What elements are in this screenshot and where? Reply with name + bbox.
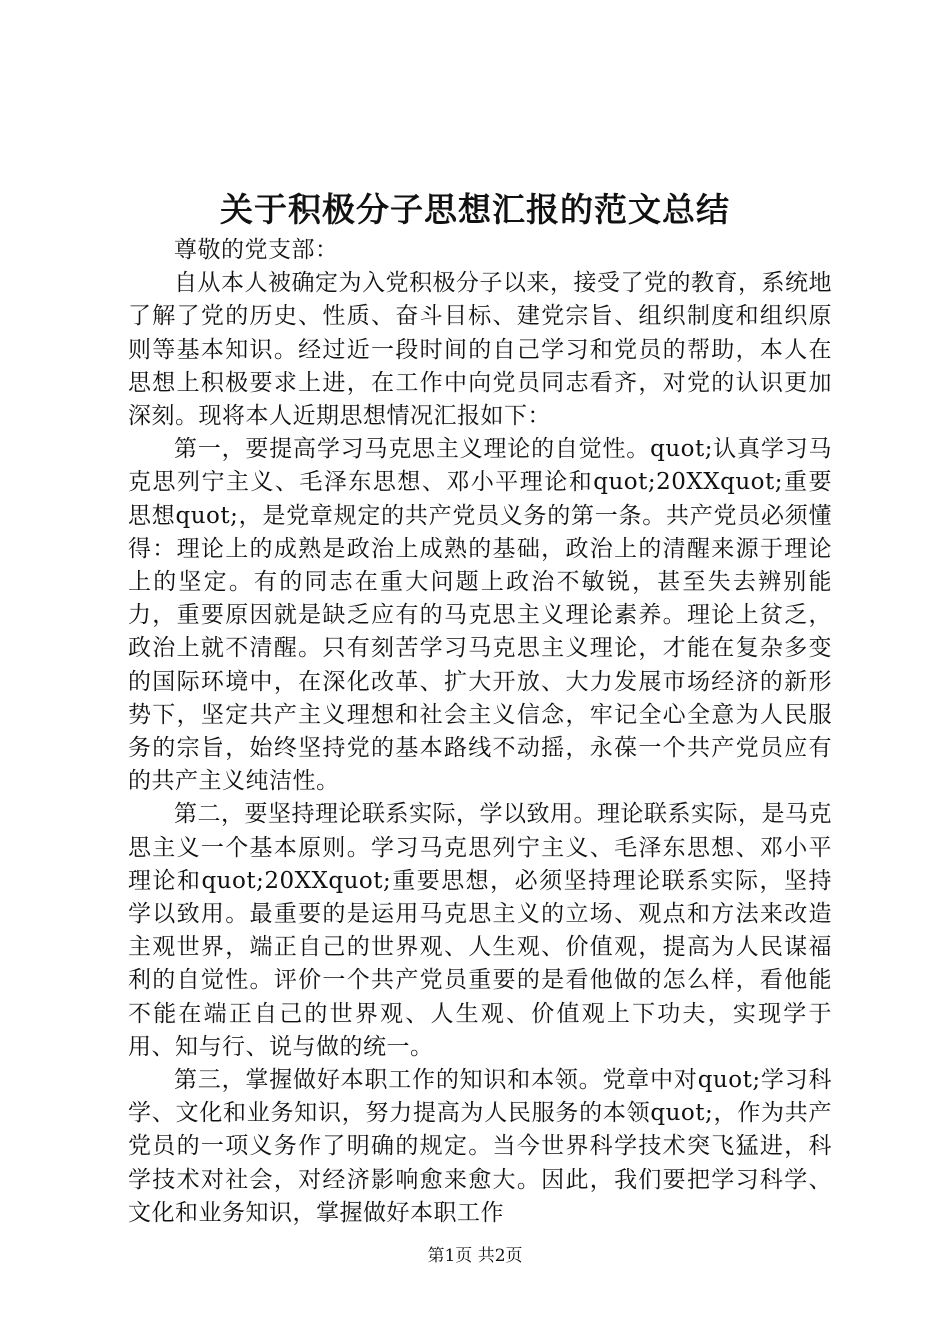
paragraph-intro: 自从本人被确定为入党积极分子以来，接受了党的教育，系统地了解了党的历史、性质、奋斗目标、建党宗旨、组织制度和组织原则等基本知识。经过近一段时间的自己学习和党员的帮助，本人在思想上积极要求上进，在工作中向党员同志看齐，对党的认识更加深刻。现将本人近期思想情况汇报如下： (128, 270, 832, 430)
greeting: 尊敬的党支部： (174, 237, 339, 263)
paragraph-third: 第三，掌握做好本职工作的知识和本领。党章中对quot;学习科学、文化和业务知识，努力提高为人民服务的本领quot;，作为共产党员的一项义务作了明确的规定。当今世界科学技术突飞猛进，科学技术对社会，对经济影响愈来愈大。因此，我们要把学习科学、文化和业务知识，掌握做好本职工作 (128, 1067, 832, 1226)
document-body (128, 234, 832, 1230)
paragraph-second: 第二，要坚持理论联系实际，学以致用。理论联系实际，是马克思主义一个基本原则。学习马克思列宁主义、毛泽东思想、邓小平理论和quot;20XXquot;重要思想，必须坚持理论联系实际，坚持学以致用。最重要的是运用马克思主义的立场、观点和方法来改造主观世界，端正自己的世界观、人生观、价值观，提高为人民谋福利的自觉性。评价一个共产党员重要的是看他做的怎么样，看他能不能在端正自己的世界观、人生观、价值观上下功夫，实现学于用、知与行、说与做的统一。 (128, 801, 832, 1060)
paragraph-first: 第一，要提高学习马克思主义理论的自觉性。quot;认真学习马克思列宁主义、毛泽东思想、邓小平理论和quot;20XXquot;重要思想quot;，是党章规定的共产党员义务的第一条。共产党员必须懂得：理论上的成熟是政治上成熟的基础，政治上的清醒来源于理论上的坚定。有的同志在重大问题上政治不敏锐，甚至失去辨别能力，重要原因就是缺乏应有的马克思主义理论素养。理论上贫乏，政治上就不清醒。只有刻苦学习马克思主义理论，才能在复杂多变的国际环境中，在深化改革、扩大开放、大力发展市场经济的新形势下，坚定共产主义理想和社会主义信念，牢记全心全意为人民服务的宗旨，始终坚持党的基本路线不动摇，永葆一个共产党员应有的共产主义纯洁性。 (128, 436, 832, 795)
page-footer: 第1页 共2页 (427, 1246, 523, 1266)
document-title: 关于积极分子思想汇报的范文总结 (220, 190, 730, 229)
